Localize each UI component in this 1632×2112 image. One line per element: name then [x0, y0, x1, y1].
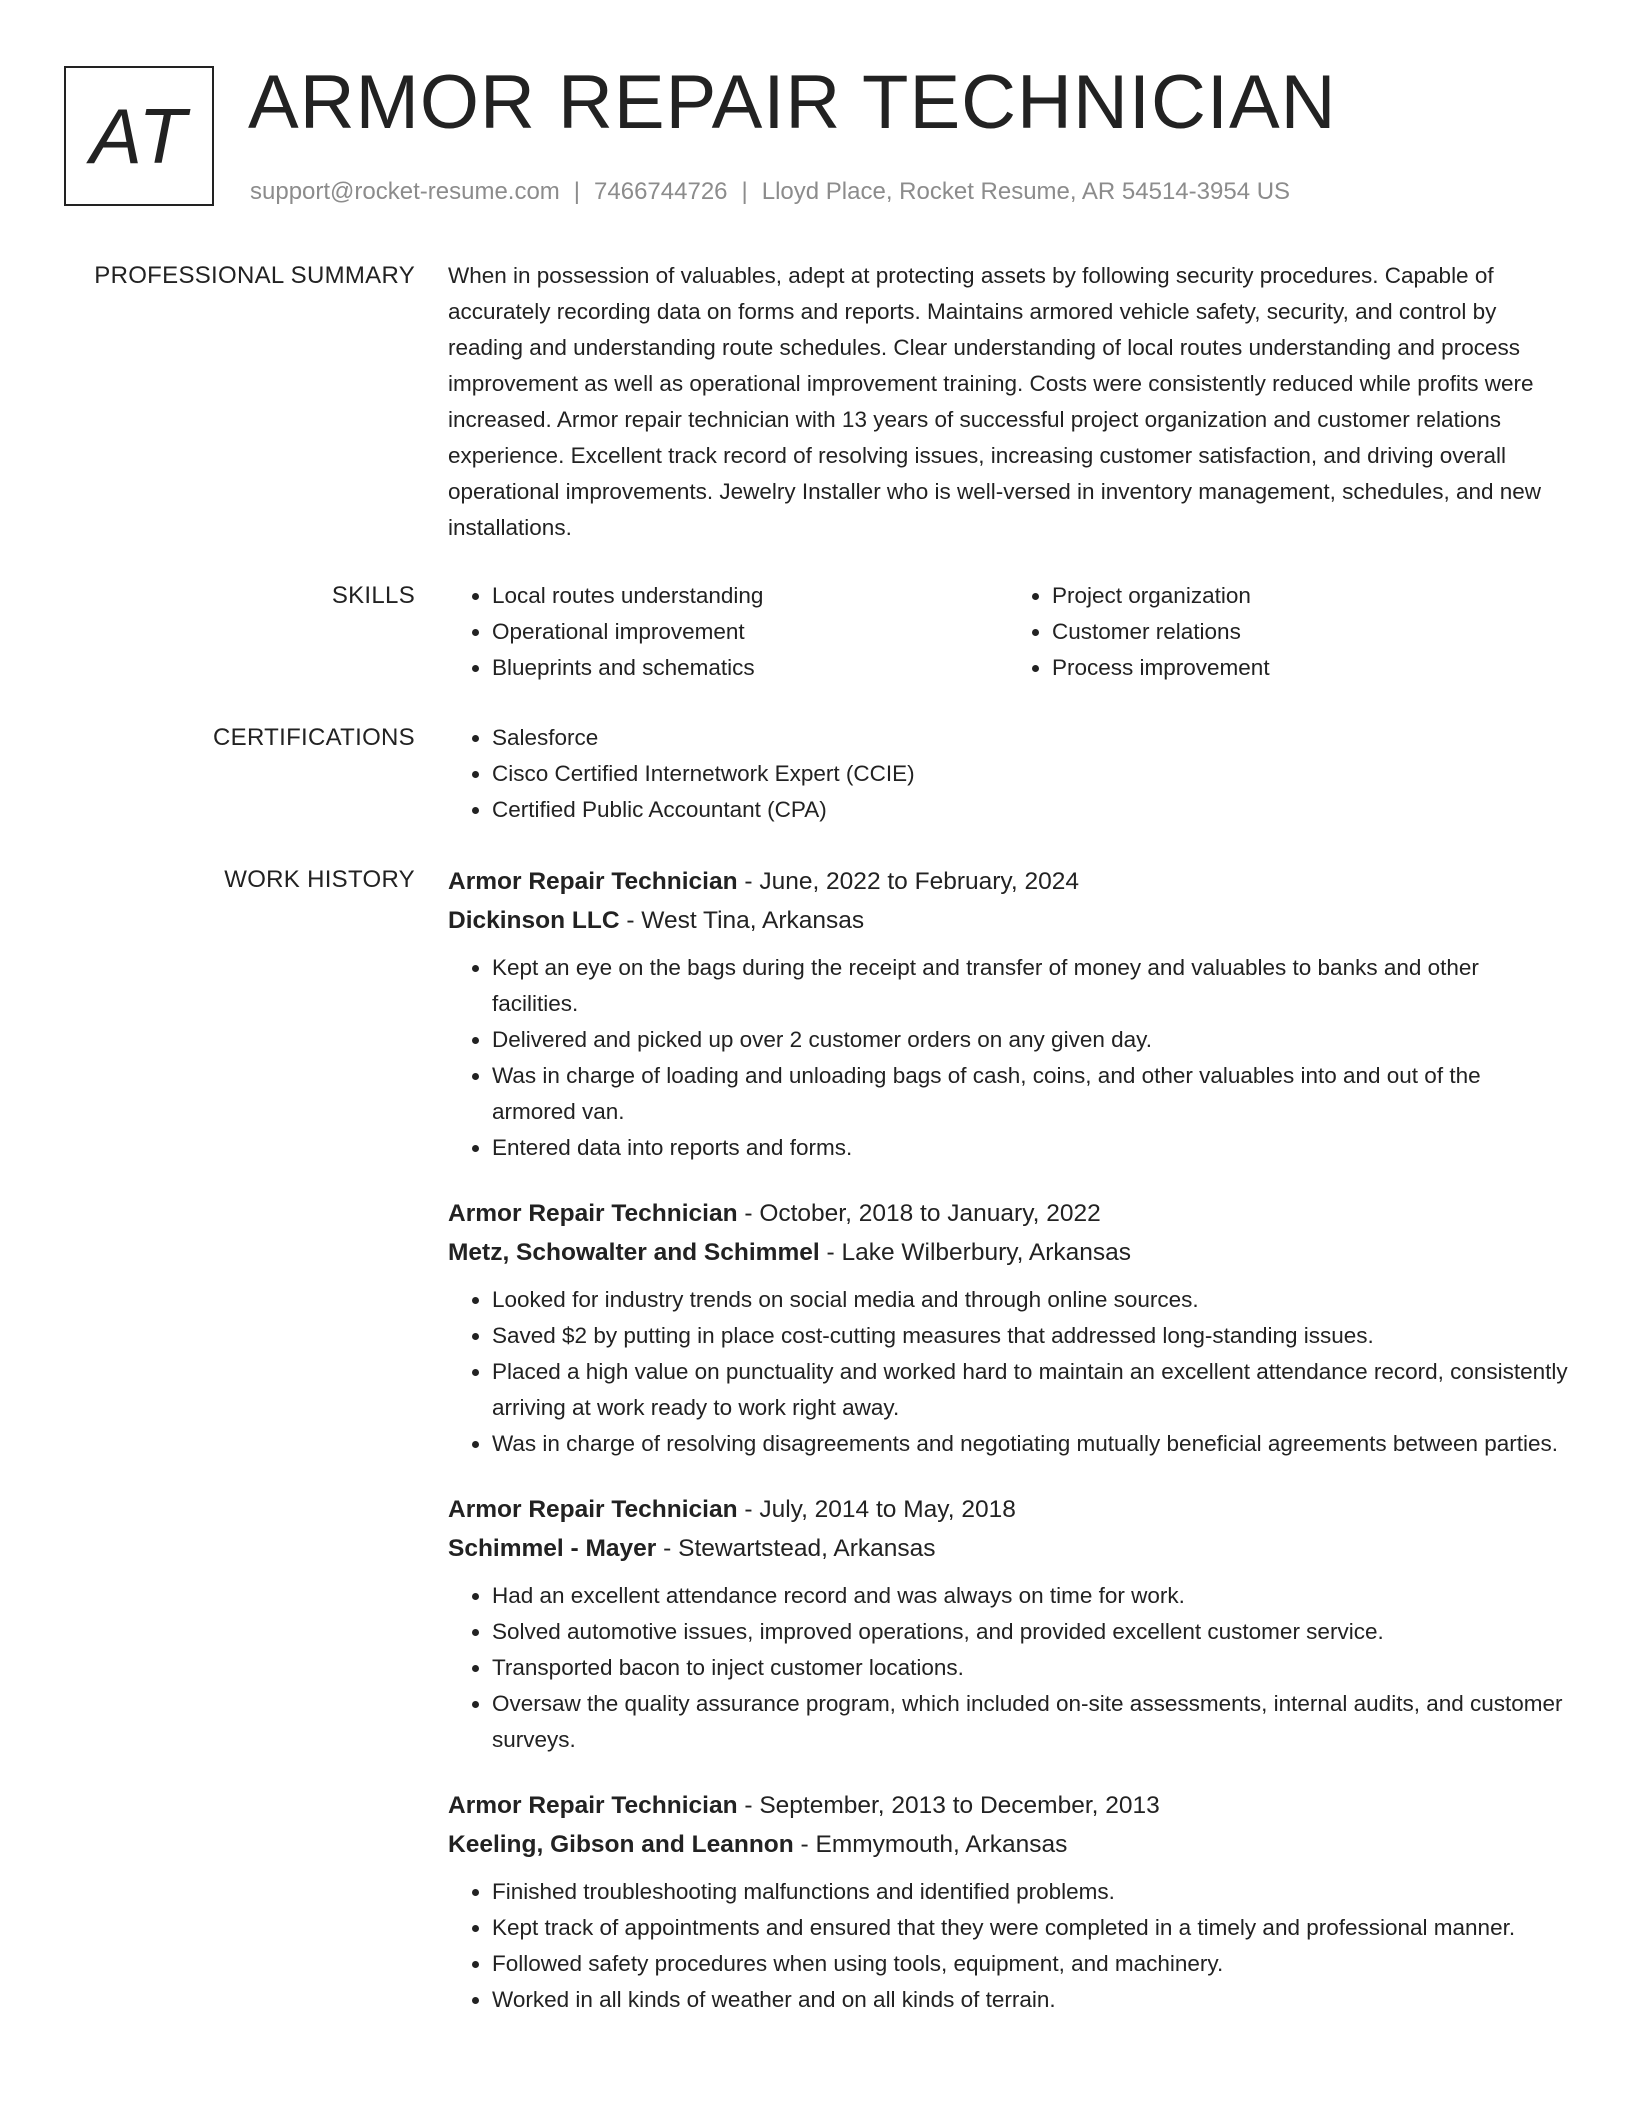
job-bullet: • Followed safety procedures when using tools, equipment, and machinery.: [492, 1946, 1568, 1982]
job-bullet: • Placed a high value on punctuality and worked hard to maintain an excellent attendance record, consistently arriving at work ready to work right away.: [492, 1354, 1568, 1426]
skill-item: • Operational improvement: [492, 614, 1008, 650]
job-company: Metz, Schowalter and Schimmel: [448, 1239, 820, 1266]
contact-email[interactable]: support@rocket-resume.com: [250, 178, 560, 205]
job-dates: - October, 2018 to January, 2022: [737, 1200, 1101, 1227]
job-company: Keeling, Gibson and Leannon: [448, 1831, 794, 1858]
job-title-line: [448, 1786, 1568, 1825]
skills-title: SKILLS: [331, 582, 415, 609]
job-entry: [448, 1194, 1568, 1462]
initials-text: AT: [90, 91, 188, 180]
job-role: Armor Repair Technician: [448, 1792, 738, 1819]
skill-item: • Local routes understanding: [492, 578, 1008, 614]
job-bullet: • Solved automotive issues, improved operations, and provided excellent customer service.: [492, 1614, 1568, 1650]
job-entry: [448, 1786, 1568, 2018]
contact-separator: |: [573, 178, 581, 205]
job-role: Armor Repair Technician: [448, 1200, 738, 1227]
certifications-list: [448, 720, 1568, 828]
job-dates: - July, 2014 to May, 2018: [737, 1496, 1016, 1523]
job-bullet: • Was in charge of resolving disagreements and negotiating mutually beneficial agreements between parties.: [492, 1426, 1568, 1462]
job-bullet: • Delivered and picked up over 2 customer orders on any given day.: [492, 1022, 1568, 1058]
candidate-name: ARMOR REPAIR TECHNICIAN: [248, 60, 1337, 145]
job-bullet: • Kept an eye on the bags during the receipt and transfer of money and valuables to banks and other facilities.: [492, 950, 1568, 1022]
job-company: Dickinson LLC: [448, 907, 620, 934]
job-bullet: • Finished troubleshooting malfunctions and identified problems.: [492, 1874, 1568, 1910]
job-company: Schimmel - Mayer: [448, 1535, 657, 1562]
job-title-line: [448, 1194, 1568, 1233]
job-role: Armor Repair Technician: [448, 868, 738, 895]
job-company-line: [448, 1529, 1568, 1568]
job-location: - Stewartstead, Arkansas: [656, 1535, 936, 1562]
job-bullets: [448, 950, 1568, 1166]
skill-item: • Customer relations: [1052, 614, 1568, 650]
contact-address: Lloyd Place, Rocket Resume, AR 54514-3954 US: [761, 178, 1291, 205]
job-entry: [448, 862, 1568, 1166]
certification-item: • Salesforce: [492, 720, 1568, 756]
certification-item: • Cisco Certified Internetwork Expert (CCIE): [492, 756, 1568, 792]
job-company-line: [448, 1233, 1568, 1272]
contact-separator: |: [741, 178, 748, 205]
job-bullet: • Entered data into reports and forms.: [492, 1130, 1568, 1166]
job-dates: - September, 2013 to December, 2013: [737, 1792, 1160, 1819]
contact-line: [250, 174, 1290, 210]
summary-title: PROFESSIONAL SUMMARY: [94, 262, 415, 289]
job-bullet: • Worked in all kinds of weather and on all kinds of terrain.: [492, 1982, 1568, 2018]
job-bullet: • Kept track of appointments and ensured that they were completed in a timely and professional manner.: [492, 1910, 1568, 1946]
skills-list-right: [1008, 578, 1568, 686]
job-role: Armor Repair Technician: [448, 1496, 738, 1523]
job-bullet: • Looked for industry trends on social media and through online sources.: [492, 1282, 1568, 1318]
work-history-body: [448, 862, 1568, 2046]
skills-list-left: [448, 578, 1008, 686]
job-entry: [448, 1490, 1568, 1758]
certifications-title: CERTIFICATIONS: [213, 724, 415, 751]
contact-phone[interactable]: 7466744726: [594, 178, 728, 205]
job-bullet: • Oversaw the quality assurance program, which included on-site assessments, internal audits, and customer surveys.: [492, 1686, 1568, 1758]
job-bullets: [448, 1874, 1568, 2018]
job-title-line: [448, 1490, 1568, 1529]
job-location: - West Tina, Arkansas: [619, 907, 865, 934]
job-bullet: • Transported bacon to inject customer locations.: [492, 1650, 1568, 1686]
job-bullet: • Saved $2 by putting in place cost-cutting measures that addressed long-standing issues.: [492, 1318, 1568, 1354]
job-location: - Emmymouth, Arkansas: [793, 1831, 1068, 1858]
job-bullets: [448, 1578, 1568, 1758]
summary-text: When in possession of valuables, adept at protecting assets by following security procedures. Capable of accurately recording data on forms and reports. Maintains armored vehicle safety, security, and control by reading and understanding route schedules. Clear understanding of local routes understanding and process improvement as well as operational improvement training. Costs were consistently reduced while profits were increased. Armor repair technician with 13 years of successful project organization and customer relations experience. Excellent track record of resolving issues, increasing customer satisfaction, and driving overall operational improvements. Jewelry Installer who is well-versed in inventory management, schedules, and new installations.: [448, 263, 1542, 540]
job-title-line: [448, 862, 1568, 901]
certification-item: • Certified Public Accountant (CPA): [492, 792, 1568, 828]
work-history-title: WORK HISTORY: [224, 866, 415, 893]
skill-item: • Blueprints and schematics: [492, 650, 1008, 686]
skill-item: • Process improvement: [1052, 650, 1568, 686]
job-bullet: • Was in charge of loading and unloading bags of cash, coins, and other valuables into and out of the armored van.: [492, 1058, 1568, 1130]
job-dates: - June, 2022 to February, 2024: [737, 868, 1079, 895]
initials-monogram: [64, 66, 214, 206]
job-company-line: [448, 1825, 1568, 1864]
job-bullets: [448, 1282, 1568, 1462]
skill-item: • Project organization: [1052, 578, 1568, 614]
job-bullet: • Had an excellent attendance record and was always on time for work.: [492, 1578, 1568, 1614]
job-company-line: [448, 901, 1568, 940]
skills-grid: [448, 578, 1568, 686]
job-location: - Lake Wilberbury, Arkansas: [819, 1239, 1132, 1266]
certifications-body: [448, 720, 1568, 828]
